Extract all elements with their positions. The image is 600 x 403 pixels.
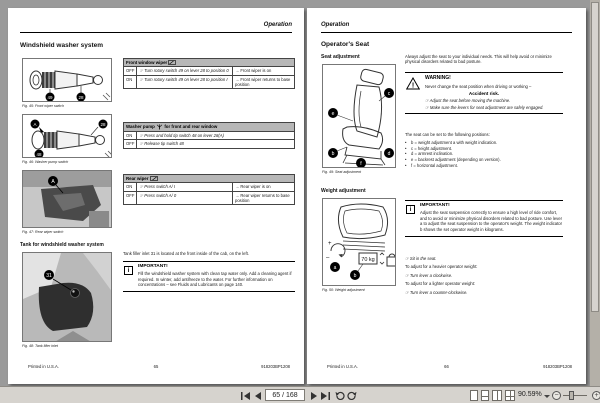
seat-adjustment-figure — [322, 64, 396, 168]
rear-wiper-switch-photo — [22, 170, 112, 228]
warning-step: ☞ Adjust the seat before moving the machine. — [425, 98, 511, 104]
table-row — [124, 183, 295, 191]
action-step: ☞ Turn lever a counter-clockwise. — [405, 289, 468, 295]
weight-adjust-steps — [405, 256, 563, 295]
important-title: IMPORTANT! — [420, 203, 450, 208]
page-header: Operation — [321, 22, 350, 28]
important-text: Adjust the seat suspension correctly to ensure a high level of ride comfort, and to avoid or minimize physical disorders related to bad posture. Use lever a to adjust the seat suspension to the operator's weight. The weight indicator b shows the set operator weight in kilograms. — [420, 210, 563, 233]
state-cell: ON — [124, 75, 137, 89]
warning-step: ☞ Make sure the levers for seat adjustment are safely engaged. — [425, 104, 544, 110]
label-31: 31 — [46, 273, 52, 280]
action-cell: ☞ Press switch A/ 0 — [137, 191, 233, 205]
figure-caption: Fig. 47: Rear wiper switch — [22, 230, 64, 234]
plus-sign: + — [328, 241, 332, 247]
label-e: e — [331, 111, 335, 118]
result-cell: → Front wiper returns to base position — [233, 75, 295, 89]
first-page-button[interactable] — [240, 390, 251, 401]
figure-caption: Fig. 45: Front wiper switch — [22, 104, 64, 108]
washer-pump-switch-figure — [22, 114, 112, 158]
state-cell: ON — [124, 132, 137, 140]
photo-drawing — [23, 171, 112, 228]
important-note — [123, 261, 295, 292]
tank-filler-text: Tank filler inlet 31 is located at the front inside of the cab, on the left. — [123, 251, 249, 256]
list-item: • e = backrest adjustment (depending on version). — [405, 157, 563, 163]
zoom-slider-thumb[interactable] — [569, 391, 574, 400]
page-number: 66 — [444, 364, 449, 369]
accident-risk-text: Accident risk. — [468, 91, 500, 97]
last-page-button[interactable] — [320, 390, 331, 401]
action-cell: ☞ Turn rotary switch 49 on lever 28 to position 0 — [137, 67, 233, 75]
step-intro: To adjust for a heavier operator weight: — [405, 264, 478, 270]
label-b: b — [353, 273, 357, 280]
warning-title: WARNING! — [425, 75, 451, 81]
list-item: • c = height adjustment. — [405, 146, 563, 152]
label-a: a — [333, 265, 337, 272]
figure-caption: Fig. 46: Washer pump switch — [22, 160, 69, 164]
wiper-stalk-drawing — [23, 115, 112, 158]
page-footer — [8, 364, 304, 374]
washer-spray-icon — [156, 124, 163, 130]
single-page-view-button[interactable] — [470, 390, 478, 401]
weight-adjustment-heading: Weight adjustment — [321, 188, 366, 194]
zoom-percent[interactable]: 90.59% — [518, 391, 542, 398]
printed-in: Printed in U.S.A. — [327, 364, 358, 369]
front-wiper-icon — [168, 60, 176, 65]
table-row — [124, 191, 295, 205]
label-b: b — [331, 151, 335, 158]
front-window-wiper-table — [123, 58, 295, 89]
important-icon: i — [406, 205, 415, 214]
section-title: Windshield washer system — [20, 42, 104, 49]
label-49: 49 — [47, 95, 53, 100]
list-item: • f = horizontal adjustment. — [405, 163, 563, 169]
important-text: Fill the windshield washer system with clean tap water only. Add a cleaning agent if required. In winter, add antifreeze to the water. For further information on concentrations – see Fluids and Lubricants on page 140. — [138, 271, 292, 288]
action-cell: ☞ Release tip switch 48 — [137, 140, 295, 148]
table-title — [124, 59, 295, 67]
previous-view-button[interactable] — [334, 390, 345, 401]
label-48: 48 — [36, 152, 42, 157]
important-title: IMPORTANT! — [138, 264, 168, 269]
table-title — [124, 175, 295, 183]
doc-code: 918203BP1208 — [261, 364, 290, 369]
result-cell: → Front wiper is on — [233, 67, 295, 75]
figure-caption: Fig. 49: Seat adjustment — [322, 170, 361, 174]
page-number: 65 — [153, 364, 159, 369]
tank-filler-photo — [22, 252, 112, 342]
doc-code: 918203BP1208 — [543, 364, 572, 369]
table-row — [124, 67, 295, 75]
printed-in: Printed in U.S.A. — [28, 364, 59, 369]
page-number-input[interactable] — [265, 389, 305, 401]
warning-line: Never change the seat position when driving or working – — [425, 84, 532, 89]
warning-box — [405, 72, 563, 114]
minus-sign: – — [326, 255, 330, 261]
list-item: • b = weight adjustment a with weight indication. — [405, 140, 563, 146]
zoom-slider-track[interactable] — [563, 395, 587, 396]
label-a: A — [33, 122, 37, 127]
page-header: Operation — [263, 22, 292, 28]
viewer-statusbar — [0, 386, 600, 403]
label-a: A — [51, 179, 55, 186]
front-wiper-switch-figure — [22, 58, 112, 102]
photo-drawing — [23, 253, 112, 342]
action-step: ☞ Sit in the seat. — [405, 256, 437, 261]
continuous-facing-view-button[interactable] — [505, 390, 515, 401]
action-cell: ☞ Turn rotary switch 49 on lever 28 to position I — [137, 75, 233, 89]
previous-page-button[interactable] — [252, 390, 263, 401]
page-footer — [307, 364, 586, 374]
weight-adjustment-figure — [322, 198, 396, 286]
svg-text:!: ! — [411, 82, 415, 90]
warning-triangle-icon — [406, 77, 420, 90]
zoom-dropdown-caret[interactable] — [544, 395, 550, 398]
header-rule — [321, 32, 572, 33]
table-title — [124, 123, 295, 132]
scrollbar-thumb[interactable] — [591, 2, 599, 312]
list-item: • d = armrest inclination. — [405, 151, 563, 157]
label-f: f — [360, 161, 362, 168]
continuous-view-button[interactable] — [481, 390, 489, 401]
positions-list — [405, 140, 563, 168]
state-cell: OFF — [124, 67, 137, 75]
table-title-text: Washer pump — [126, 124, 155, 130]
document-page-65 — [8, 8, 304, 384]
state-cell: OFF — [124, 191, 137, 205]
facing-view-button[interactable] — [492, 390, 502, 401]
important-icon: i — [124, 266, 133, 275]
state-cell: OFF — [124, 140, 137, 148]
action-step: ☞ Turn lever a clockwise. — [405, 272, 453, 278]
document-page-66 — [307, 8, 586, 384]
label-d: d — [387, 151, 391, 158]
zoom-in-button[interactable]: + — [592, 391, 600, 400]
washer-pump-table — [123, 122, 295, 149]
zoom-out-button[interactable]: − — [552, 391, 561, 400]
table-row — [124, 75, 295, 89]
weight-indicator: 70 kg — [361, 257, 375, 263]
table-title-suffix: for front and rear window — [164, 124, 218, 130]
vertical-scrollbar[interactable] — [590, 0, 600, 386]
wiper-stalk-drawing — [23, 59, 112, 102]
seat-intro-text: Always adjust the seat to your individual needs. This will help avoid or minimize physical disorders related to bad posture. — [405, 54, 552, 65]
step-intro: To adjust for a lighter operator weight: — [405, 281, 476, 287]
next-view-button[interactable] — [346, 390, 357, 401]
rear-wiper-icon — [150, 176, 158, 181]
figure-caption: Fig. 50: Weight adjustment — [322, 288, 365, 292]
action-cell: ☞ Press switch A/ I — [137, 183, 233, 191]
header-rule — [20, 32, 292, 33]
result-cell: → Rear wiper is on — [233, 183, 295, 191]
figure-caption: Fig. 48: Tank filler inlet — [22, 344, 58, 348]
positions-intro: The seat can be set to the following positions: — [405, 132, 490, 137]
rear-wiper-table — [123, 174, 295, 205]
seat-drawing — [323, 65, 396, 168]
table-title-text: Front window wiper — [126, 60, 168, 65]
section-title: Operator's Seat — [321, 41, 370, 48]
state-cell: ON — [124, 183, 137, 191]
label-28: 28 — [100, 122, 106, 127]
label-28: 28 — [78, 95, 84, 100]
label-c: c — [387, 91, 391, 98]
seat-adjustment-heading: Seat adjustment — [321, 54, 360, 60]
table-row — [124, 140, 295, 148]
table-title-text: Rear wiper — [126, 176, 149, 181]
action-cell: ☞ Press and hold tip switch 48 on lever 28(A) — [137, 132, 295, 140]
next-page-button[interactable] — [309, 390, 320, 401]
important-note — [405, 200, 563, 237]
result-cell: → Rear wiper returns to base position — [233, 191, 295, 205]
weight-adjust-drawing — [323, 199, 396, 286]
tank-heading: Tank for windshield washer system — [20, 242, 104, 248]
table-row — [124, 132, 295, 140]
